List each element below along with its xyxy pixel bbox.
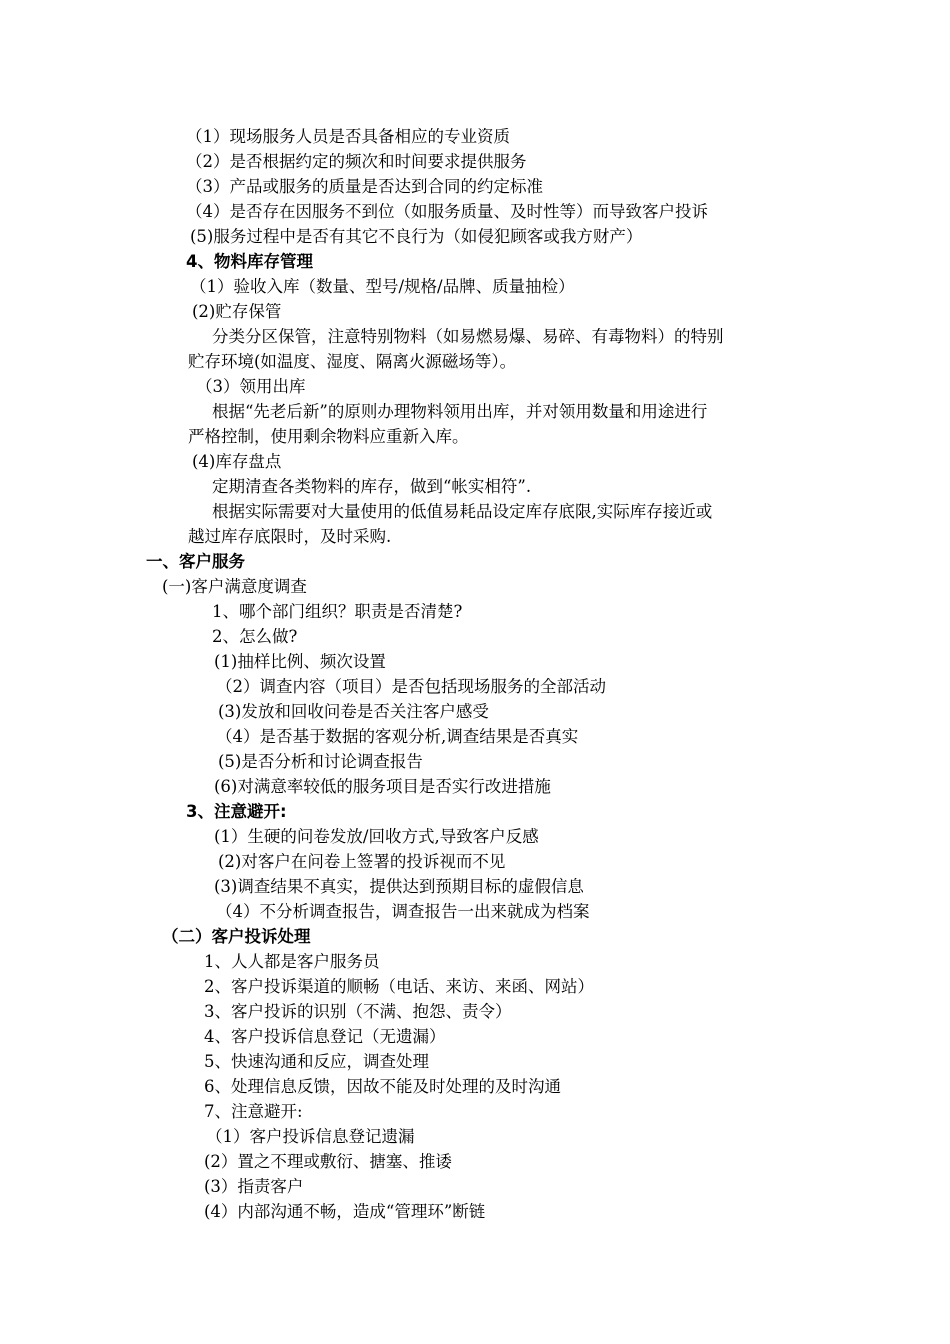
text-line: （3）领用出库 <box>196 377 306 396</box>
text-line: 3、客户投诉的识别（不满、抱怨、责令） <box>204 1002 512 1021</box>
text-line: (4)库存盘点 <box>192 452 282 471</box>
text-line: 严格控制，使用剩余物料应重新入库。 <box>188 427 469 446</box>
text-line: （4）是否基于数据的客观分析,调查结果是否真实 <box>216 727 579 746</box>
text-line: （4）不分析调查报告，调查报告一出来就成为档案 <box>216 902 590 921</box>
text-line: （1）验收入库（数量、型号/规格/品牌、质量抽检） <box>190 277 575 296</box>
text-line: 越过库存底限时，及时采购. <box>188 527 392 546</box>
text-line: 7、注意避开: <box>204 1102 303 1121</box>
text-line: 分类分区保管，注意特别物料（如易燃易爆、易碎、有毒物料）的特别 <box>212 327 724 346</box>
text-line: (1)抽样比例、频次设置 <box>214 652 386 671</box>
text-line: (3）指责客户 <box>204 1177 304 1196</box>
text-line: 1、哪个部门组织？职责是否清楚? <box>212 602 463 621</box>
text-line: (6)对满意率较低的服务项目是否实行改进措施 <box>214 777 551 796</box>
subsection-heading: (一)客户满意度调查 <box>162 577 307 596</box>
section-heading: 一、客户服务 <box>146 552 245 571</box>
text-line: (4）内部沟通不畅，造成“管理环”断链 <box>204 1202 486 1221</box>
text-line: 4、客户投诉信息登记（无遗漏） <box>204 1027 446 1046</box>
text-line: (2)对客户在问卷上签署的投诉视而不见 <box>218 852 506 871</box>
text-line: 1、人人都是客户服务员 <box>204 952 380 971</box>
text-line: 2、客户投诉渠道的顺畅（电话、来访、来函、网站） <box>204 977 594 996</box>
text-line: (2）置之不理或敷衍、搪塞、推诿 <box>204 1152 452 1171</box>
text-line: 根据实际需要对大量使用的低值易耗品设定库存底限,实际库存接近或 <box>212 502 713 521</box>
text-line: 贮存环境(如温度、湿度、隔离火源磁场等）。 <box>188 352 517 371</box>
text-line: 定期清查各类物料的库存，做到“帐实相符”. <box>212 477 532 496</box>
text-line: (1）生硬的问卷发放/回收方式,导致客户反感 <box>214 827 539 846</box>
section-heading: （二）客户投诉处理 <box>162 927 311 946</box>
text-line: (5)服务过程中是否有其它不良行为（如侵犯顾客或我方财产） <box>190 227 643 246</box>
text-line: 6、处理信息反馈，因故不能及时处理的及时沟通 <box>204 1077 561 1096</box>
text-line: 2、怎么做? <box>212 627 298 646</box>
text-line: （1）现场服务人员是否具备相应的专业资质 <box>186 127 510 146</box>
text-line: 根据“先老后新”的原则办理物料领用出库，并对领用数量和用途进行 <box>212 402 708 421</box>
text-line: (3)发放和回收问卷是否关注客户感受 <box>218 702 489 721</box>
text-line: （1）客户投诉信息登记遗漏 <box>206 1127 415 1146</box>
text-line: (3)调查结果不真实，提供达到预期目标的虚假信息 <box>214 877 584 896</box>
text-line: (2)贮存保管 <box>192 302 282 321</box>
text-line: （2）是否根据约定的频次和时间要求提供服务 <box>186 152 527 171</box>
section-heading: 4、物料库存管理 <box>186 252 313 271</box>
text-line: (5)是否分析和讨论调查报告 <box>218 752 423 771</box>
text-line: 5、快速沟通和反应，调查处理 <box>204 1052 429 1071</box>
text-line: （4）是否存在因服务不到位（如服务质量、及时性等）而导致客户投诉 <box>186 202 708 221</box>
section-heading: 3、注意避开: <box>186 802 287 821</box>
text-line: （3）产品或服务的质量是否达到合同的约定标准 <box>186 177 543 196</box>
text-line: （2）调查内容（项目）是否包括现场服务的全部活动 <box>216 677 606 696</box>
